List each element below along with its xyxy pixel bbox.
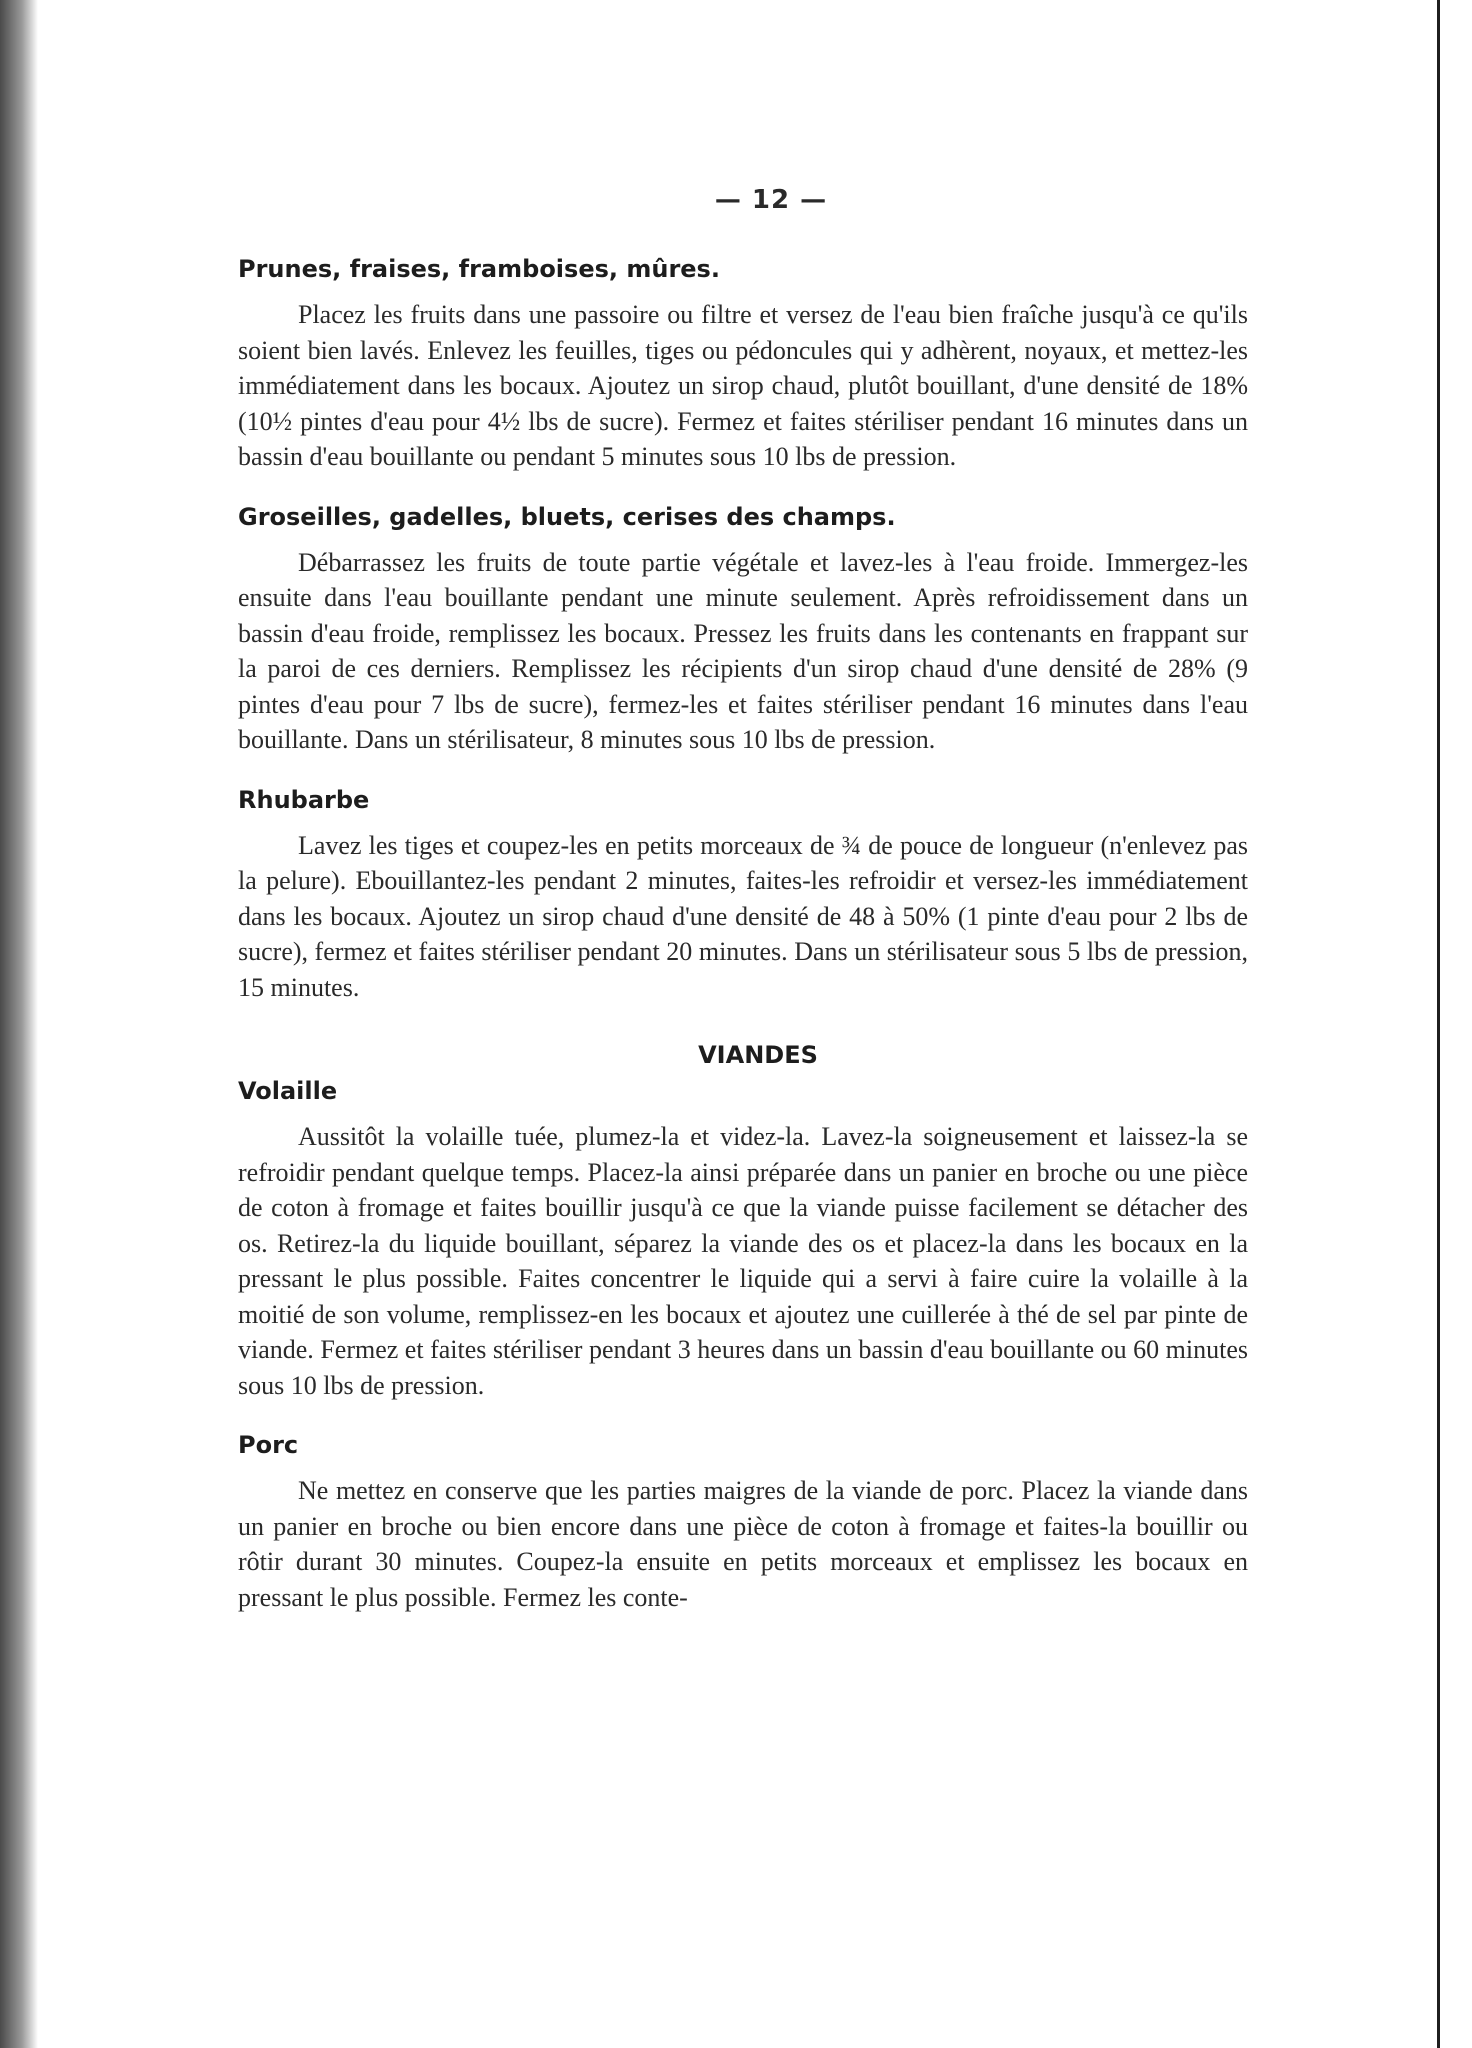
paragraph-prunes: Placez les fruits dans une passoire ou filtre et versez de l'eau bien fraîche jusqu'à ce qu'ils soient bien lavés. Enlevez les feuilles, tiges ou pédoncules qui y adhèrent, noyaux, et mettez-les immédiatement dans les bocaux. Ajoutez un sirop chaud, plutôt bouillant, d'une densité de 18% (10½ pintes d'eau pour 4½ lbs de sucre). Fermez et faites stériliser pendant 16 minutes dans un bassin d'eau bouillante ou pendant 5 minutes sous 10 lbs de pression. [238,300,1248,471]
heading-porc: Porc [238,1431,299,1459]
paragraph-porc: Ne mettez en conserve que les parties maigres de la viande de porc. Placez la viande dans un panier en broche ou bien encore dans une pièce de coton à fromage et faites-la bouillir ou rôtir durant 30 minutes. Coupez-la ensuite en petits morceaux et emplissez les bocaux en pressant le plus possible. Fermez les conte- [238,1476,1248,1612]
heading-volaille: Volaille [238,1077,338,1105]
document-page [238,185,1248,1615]
paragraph-rhubarbe: Lavez les tiges et coupez-les en petits morceaux de ¾ de pouce de longueur (n'enlevez pas la pelure). Ebouillantez-les pendant 2 minutes, faites-les refroidir et versez-les immédiatement dans les bocaux. Ajoutez un sirop chaud d'une densité de 48 à 50% (1 pinte d'eau pour 2 lbs de sucre), fermez et faites stériliser pendant 20 minutes. Dans un stérilisateur sous 5 lbs de pression, 15 minutes. [238,830,1248,1002]
scan-right-edge [1437,0,1440,2048]
paragraph-groseilles: Débarrassez les fruits de toute partie végétale et lavez-les à l'eau froide. Immergez-les ensuite dans l'eau bouillante pendant une minute seulement. Après refroidissement dans un bassin d'eau froide, remplissez les bocaux. Pressez les fruits dans les contenants en frappant sur la paroi de ces derniers. Remplissez les récipients d'un sirop chaud d'une densité de 28% (9 pintes d'eau pour 7 lbs de sucre), fermez-les et faites stériliser pendant 16 minutes dans l'eau bouillante. Dans un stérilisateur, 8 minutes sous 10 lbs de pression. [238,547,1248,754]
page-number: — 12 — [714,185,828,215]
paragraph-volaille: Aussitôt la volaille tuée, plumez-la et videz-la. Lavez-la soigneusement et laissez-la se refroidir pendant quelque temps. Placez-la ainsi préparée dans un panier en broche ou une pièce de coton à fromage et faites bouillir jusqu'à ce que la viande puisse facilement se détacher des os. Retirez-la du liquide bouillant, séparez la viande des os et placez-la dans les bocaux en la pressant le plus possible. Faites concentrer le liquide qui a servi à faire cuire la volaille à la moitié de son volume, remplissez-en les bocaux et ajoutez une cuillerée à thé de sel par pinte de viande. Fermez et faites stériliser pendant 3 heures dans un bassin d'eau bouillante ou 60 minutes sous 10 lbs de pression. [238,1122,1248,1400]
heading-rhubarbe: Rhubarbe [238,785,370,814]
section-title-viandes: VIANDES [698,1041,818,1069]
heading-groseilles: Groseilles, gadelles, bluets, cerises des champs. [238,502,896,531]
heading-prunes: Prunes, fraises, framboises, mûres. [238,255,720,283]
scan-left-edge [0,0,38,2048]
